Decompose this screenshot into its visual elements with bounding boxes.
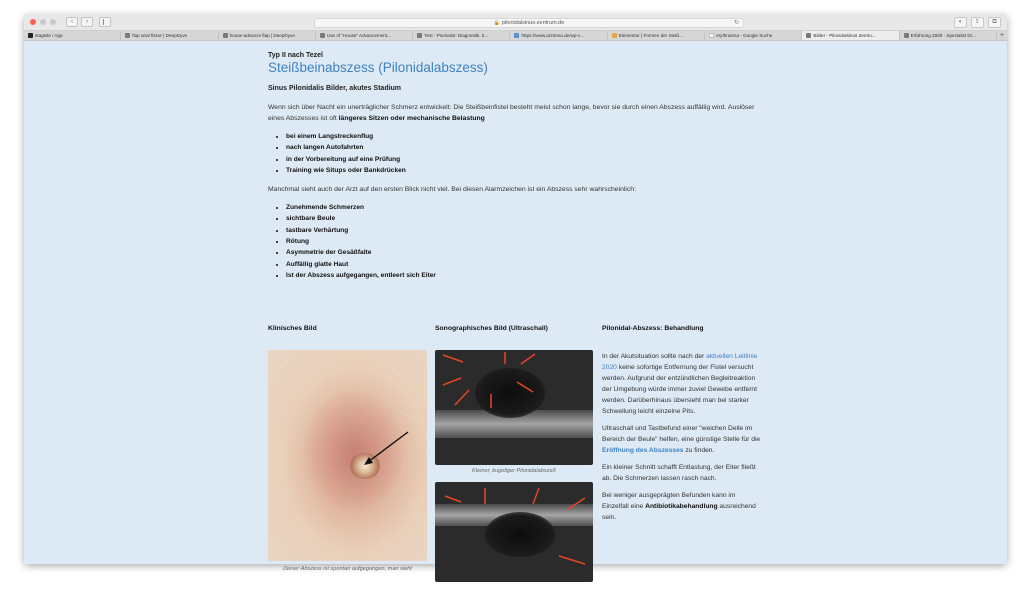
clinical-heading: Klinisches Bild <box>268 325 317 332</box>
page-subtitle: Sinus Pilonidalis Bilder, akutes Stadium <box>268 85 402 92</box>
pointer-arrow-icon <box>268 350 427 561</box>
tab-label: Use of "House" Advancement... <box>326 32 391 38</box>
browser-window <box>24 14 1007 572</box>
tab-bar <box>24 31 1007 41</box>
favicon-icon <box>417 33 422 38</box>
favicon-icon <box>612 33 617 38</box>
tab-label: erythrasma - Google Suche <box>716 32 773 38</box>
kicker-label: Typ II nach Tezel <box>268 52 323 59</box>
tab-label: Elementor | Formen der Steiß... <box>618 32 684 38</box>
alarm-signs-list <box>286 202 768 281</box>
browser-tab[interactable] <box>705 31 802 40</box>
sidebar-toggle-icon[interactable] <box>99 17 111 27</box>
tab-label: Test - Psoriasis: Diagnostik, b... <box>424 32 489 38</box>
url-text: pilonidalsinus-zentrum.de <box>501 20 565 26</box>
treatment-text <box>602 351 762 529</box>
list-item: • Training wie Situps oder Bankdrücken <box>286 165 768 176</box>
zoom-window-button[interactable] <box>50 19 56 25</box>
list-item: • Auffällig glatte Haut <box>286 259 768 270</box>
page-title: Steißbeinabszess (Pilonidalabszess) <box>268 60 488 75</box>
treatment-p1: In der Akutsituation sollte nach der aktuellen Leitlinie 2020 keine sofortige Entfernung der Fistel versucht werden. Aufgrund der entzündlichen Begleitreaktion der Umgebung würde immer zuviel Gewebe entfernt werden. Darüberhinaus übersieht man bei starker Schwellung leicht einzelne Pits. <box>602 353 758 415</box>
share-icon[interactable]: ⇪ <box>971 17 984 28</box>
tab-label: Erfahrung Zählt - Spezialist Dr... <box>910 32 976 38</box>
reload-icon[interactable]: ↻ <box>733 20 739 26</box>
list-item: • in der Vorbereitung auf eine Prüfung <box>286 154 768 165</box>
list-item: • bei einem Langstreckenflug <box>286 131 768 142</box>
red-arrows-icon <box>435 482 593 582</box>
tab-label: Bilder - Pilonidalsinus Zentru... <box>813 32 876 38</box>
browser-toolbar <box>24 14 1007 31</box>
address-bar[interactable] <box>314 18 744 28</box>
favicon-icon <box>806 33 811 38</box>
browser-tab[interactable] <box>316 31 413 40</box>
favicon-icon <box>320 33 325 38</box>
new-tab-button[interactable]: + <box>999 32 1005 39</box>
leitlinie-link[interactable]: aktuellen Leitlinie 2020 <box>602 353 758 371</box>
page-content <box>24 42 1007 572</box>
list-item: • Ist der Abszess aufgegangen, entleert sich Eiter <box>286 270 768 281</box>
lock-icon: 🔒 <box>493 20 500 26</box>
list-item: • tastbare Verhärtung <box>286 225 768 236</box>
clinical-caption: Dieser Abszess ist spontan aufgegangen, man sieht <box>283 566 412 572</box>
treatment-heading: Pilonidal-Abszess: Behandlung <box>602 325 704 332</box>
list-item: • Rötung <box>286 236 768 247</box>
tab-label: flap anal fissur | DeepDyve <box>132 32 188 38</box>
back-button[interactable]: ‹ <box>66 17 78 27</box>
minimize-window-button[interactable] <box>40 19 46 25</box>
browser-tab[interactable] <box>802 31 899 40</box>
treatment-p2: Ultraschall und Tastbefund einer "weichen Delle im Bereich der Beule" helfen, eine günstige Stelle für die Eröffnung des Abszesses zu finden. <box>602 425 761 454</box>
ultrasound-image-2[interactable] <box>435 482 593 582</box>
causes-list <box>286 131 768 176</box>
browser-tab[interactable] <box>24 31 121 40</box>
browser-tab[interactable] <box>608 31 705 40</box>
abszess-eroeffnung-link[interactable]: Eröffnung des Abszesses <box>602 447 684 454</box>
browser-tab[interactable] <box>121 31 218 40</box>
favicon-icon <box>28 33 33 38</box>
tab-label: https://www.arztoma.de/wp-c... <box>521 32 585 38</box>
browser-tab[interactable] <box>219 31 316 40</box>
close-window-button[interactable] <box>30 19 36 25</box>
list-item: • sichtbare Beule <box>286 213 768 224</box>
list-item: • Zunehmende Schmerzen <box>286 202 768 213</box>
browser-tab[interactable] <box>413 31 510 40</box>
tab-overview-icon[interactable]: ⧉ <box>988 17 1001 28</box>
red-arrows-icon <box>435 350 593 465</box>
article-main <box>268 52 768 289</box>
favicon-icon <box>514 33 519 38</box>
sono-heading: Sonographisches Bild (Ultraschall) <box>435 325 548 332</box>
forward-button[interactable]: › <box>81 17 93 27</box>
sono-caption: Kleiner, kugeliger Pilonidalabszeß <box>472 468 556 474</box>
alarm-paragraph: Manchmal sieht auch der Arzt auf den ersten Blick nicht viel. Bei diesen Alarmzeichen ist ein Abszess sehr wahrscheinlich: <box>268 186 636 194</box>
favicon-icon <box>125 33 130 38</box>
list-item: • Asymmetrie der Gesäßfalte <box>286 247 768 258</box>
intro-bold: längeres Sitzen oder mechanische Belastung <box>338 115 485 122</box>
clinical-photo[interactable] <box>268 350 427 561</box>
treatment-p3: Ein kleiner Schnitt schafft Entlastung, der Eiter fließt ab. Die Schmerzen lassen rasch nach. <box>602 464 756 482</box>
favicon-icon <box>709 33 714 38</box>
privacy-shield-icon[interactable]: ◐ <box>954 17 967 28</box>
tab-label: house-advance flap | DeepDyve <box>229 32 295 38</box>
toolbar-actions <box>954 17 1001 28</box>
window-controls <box>30 19 56 25</box>
favicon-icon <box>904 33 909 38</box>
list-item: • nach langen Autofahrten <box>286 142 768 153</box>
browser-tab[interactable] <box>510 31 607 40</box>
treatment-p4: Bei weniger ausgeprägten Befunden kann im Einzelfall eine Antibiotikabehandlung ausreichend sein. <box>602 492 756 521</box>
tab-label: stagsite / App <box>35 32 63 38</box>
favicon-icon <box>223 33 228 38</box>
browser-tab[interactable] <box>900 31 997 40</box>
intro-paragraph: Wenn sich über Nacht ein unerträglicher Schmerz entwickelt: Die Steißbeinfistel besteht meist schon lange, bevor sie durch einen Abszess auffällig wird. Auslöser eines Abszesses ist oft längeres Sitzen oder mechanische Belastung <box>268 104 755 122</box>
ultrasound-image-1[interactable] <box>435 350 593 465</box>
